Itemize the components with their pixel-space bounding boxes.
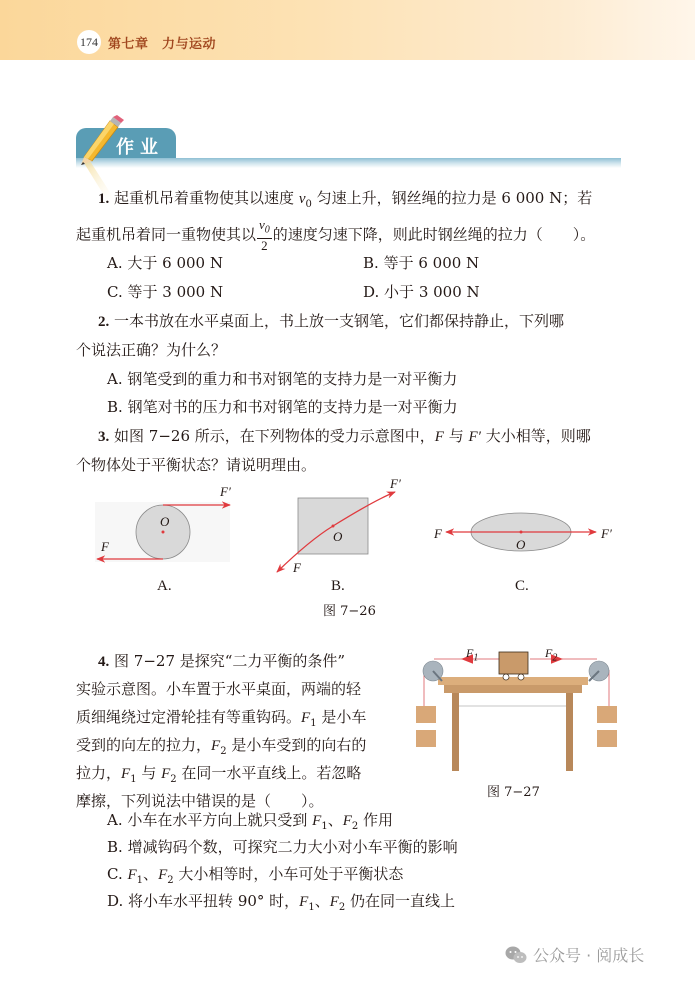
q2-text-a: 一本书放在水平桌面上，书上放一支钢笔，它们都保持静止，下列哪 — [114, 312, 565, 330]
q4-F1: F — [121, 766, 131, 782]
q4-text-3b: 是小车 — [316, 708, 367, 726]
panel-b-label: B. — [331, 578, 345, 594]
q4-text-1: 图 7−27 是探究“二力平衡的条件” — [114, 652, 346, 670]
q3-text-a: 如图 7−26 所示，在下列物体的受力示意图中， — [114, 427, 435, 445]
option-sep: 、 — [143, 865, 159, 883]
option-text-end: 大小相等时，小车可处于平衡状态 — [173, 865, 404, 883]
option-text: 小于 3 000 N — [384, 283, 480, 301]
wechat-icon — [505, 946, 527, 964]
q1-number: 1. — [98, 191, 110, 207]
option-text-end: 作用 — [358, 811, 394, 829]
q3-number: 3. — [98, 429, 110, 445]
q4-line1 — [98, 651, 345, 672]
q1-v0-sub: 0 — [305, 199, 312, 210]
panel-c-center-label: O — [516, 537, 526, 552]
q1-option-d — [363, 282, 480, 302]
q3-line2: 个物体处于平衡状态？请说明理由。 — [76, 456, 317, 474]
q3-line1 — [98, 426, 591, 447]
option-label: D. — [107, 892, 124, 910]
fig27-f2-label — [545, 646, 557, 663]
q4-option-c — [107, 864, 403, 891]
q4-text-4b: 是小车受到的向右的 — [226, 736, 367, 754]
q4-F2: F — [161, 766, 171, 782]
panel-a-center-label: O — [160, 514, 170, 529]
q1-line1 — [98, 188, 592, 215]
q4-F1-sub: 1 — [310, 718, 317, 729]
q1-text-d: 的速度匀速下降，则此时钢丝绳的拉力（ ）。 — [272, 225, 596, 244]
option-text: 大于 6 000 N — [127, 254, 223, 272]
q4-option-a — [107, 810, 393, 837]
option-label: A. — [107, 370, 123, 388]
option-text: 小车在水平方向上就只受到 — [127, 811, 313, 829]
option-sep: 、 — [327, 811, 343, 829]
cart-wheel — [503, 674, 509, 680]
q4-number: 4. — [98, 654, 110, 670]
F1-sub: 1 — [308, 902, 315, 913]
weight-left-1 — [416, 706, 436, 723]
q2-option-b — [107, 397, 458, 417]
q4-option-d — [107, 891, 455, 918]
q1-option-a — [107, 253, 223, 273]
q1-line2 — [76, 218, 595, 253]
f1-sub: 1 — [473, 652, 479, 664]
F1-sub: 1 — [136, 875, 144, 886]
option-sep: 、 — [314, 892, 330, 910]
option-label: D. — [363, 283, 380, 301]
F1: F — [299, 894, 309, 910]
option-label: B. — [107, 838, 123, 856]
center-point — [162, 531, 165, 534]
q2-option-a — [107, 369, 457, 389]
panel-a-label: A. — [157, 578, 172, 594]
q4-line4 — [76, 735, 366, 762]
option-label: B. — [363, 254, 379, 272]
option-label: A. — [107, 811, 123, 829]
option-text: 钢笔受到的重力和书对钢笔的支持力是一对平衡力 — [127, 370, 458, 388]
q4-F2-sub: 2 — [220, 746, 227, 757]
watermark-text: 公众号 · 阅成长 — [533, 946, 645, 965]
panel-b-center-label: O — [333, 529, 343, 544]
q3-text-c: 大小相等，则哪 — [480, 427, 591, 445]
q4-text-3: 质细绳绕过定滑轮挂有等重钩码。 — [76, 708, 302, 726]
q1-option-c — [107, 282, 223, 302]
q1-fraction — [257, 218, 272, 253]
panel-a — [95, 502, 230, 562]
page-header — [0, 0, 695, 60]
figure-7-27 — [412, 648, 622, 773]
frac-numerator: v — [259, 217, 265, 232]
option-text: 增减钩码个数，可探究二力大小对小车平衡的影响 — [127, 838, 458, 856]
q4-text-5b: 与 — [136, 764, 162, 782]
option-text: 等于 3 000 N — [127, 283, 224, 301]
F2: F — [342, 813, 352, 829]
q2-line2: 个说法正确？为什么？ — [76, 341, 227, 359]
f1-symbol: F — [466, 646, 474, 660]
page-number: 174 — [77, 30, 101, 54]
watermark — [505, 943, 644, 966]
fig27-f1-label — [466, 646, 478, 663]
q4-option-b — [107, 837, 458, 857]
q1-v0: v — [298, 191, 306, 207]
panel-c-fprime-label: F′ — [601, 526, 612, 541]
chapter-title: 第七章 力与运动 — [108, 37, 217, 52]
q4-line5 — [76, 763, 361, 790]
option-text: 钢笔对书的压力和书对钢笔的支持力是一对平衡力 — [127, 398, 458, 416]
frac-denominator: 2 — [261, 237, 268, 253]
figure-7-26-caption: 图 7−26 — [323, 604, 376, 619]
option-text-end: 仍在同一直线上 — [345, 892, 456, 910]
q1-text-a: 起重机吊着重物使其以速度 — [114, 189, 299, 207]
option-text: 将小车水平扭转 90° 时， — [128, 892, 300, 910]
q4-text-5c: 在同一水平直线上。若忽略 — [176, 764, 362, 782]
weight-right-1 — [597, 706, 617, 723]
q4-line6: 摩擦，下列说法中错误的是（ ）。 — [76, 792, 324, 810]
q3-text-b: 与 — [443, 427, 469, 445]
f2-symbol: F — [545, 646, 553, 660]
section-title: 作业 — [116, 137, 164, 158]
f2-sub: 2 — [552, 652, 558, 664]
q2-line1 — [98, 311, 564, 332]
q4-line3 — [76, 707, 366, 734]
q4-line2: 实验示意图。小车置于水平桌面，两端的轻 — [76, 680, 362, 698]
panel-a-fprime-label: F′ — [220, 484, 231, 499]
F2: F — [329, 894, 339, 910]
cart — [499, 652, 528, 674]
F2-sub: 2 — [338, 902, 346, 913]
F2-sub: 2 — [167, 875, 174, 886]
F1: F — [312, 813, 322, 829]
cart-wheel — [518, 674, 524, 680]
panel-b-fprime-label: F′ — [390, 476, 401, 491]
q1-text-b: 匀速上升，钢丝绳的拉力是 6 000 N；若 — [311, 189, 593, 207]
q4-F1: F — [301, 710, 311, 726]
F1-sub: 1 — [321, 821, 328, 832]
table-leg-right — [566, 693, 573, 771]
option-label: C. — [107, 865, 123, 883]
option-text: 等于 6 000 N — [383, 254, 480, 272]
weight-left-2 — [416, 730, 436, 747]
F2: F — [158, 867, 168, 883]
q1-text-c: 起重机吊着同一重物使其以 — [76, 225, 257, 244]
q4-F2-sub: 2 — [170, 774, 177, 785]
F2-sub: 2 — [351, 821, 359, 832]
option-label: A. — [107, 254, 123, 272]
weight-right-2 — [597, 730, 617, 747]
table-top — [438, 677, 588, 685]
option-label: B. — [107, 398, 123, 416]
table-apron — [444, 685, 582, 693]
section-rule — [76, 158, 621, 168]
frac-numerator-sub: 0 — [264, 224, 270, 236]
q2-number: 2. — [98, 314, 110, 330]
q1-option-b — [363, 253, 479, 273]
F1: F — [127, 867, 137, 883]
panel-c-f-label: F — [434, 526, 442, 541]
q3-Fprime: F′ — [468, 429, 481, 445]
figure-7-27-caption: 图 7−27 — [487, 785, 540, 800]
q4-text-4: 受到的向左的拉力， — [76, 736, 212, 754]
option-label: C. — [107, 283, 123, 301]
q3-F: F — [434, 429, 444, 445]
q4-F1-sub: 1 — [130, 774, 137, 785]
panel-b-f-label: F — [293, 560, 301, 575]
panel-a-f-label: F — [101, 539, 109, 554]
table-leg-left — [452, 693, 459, 771]
q4-F2: F — [211, 738, 221, 754]
q4-text-5: 拉力， — [76, 764, 122, 782]
panel-c-label: C. — [515, 578, 529, 594]
